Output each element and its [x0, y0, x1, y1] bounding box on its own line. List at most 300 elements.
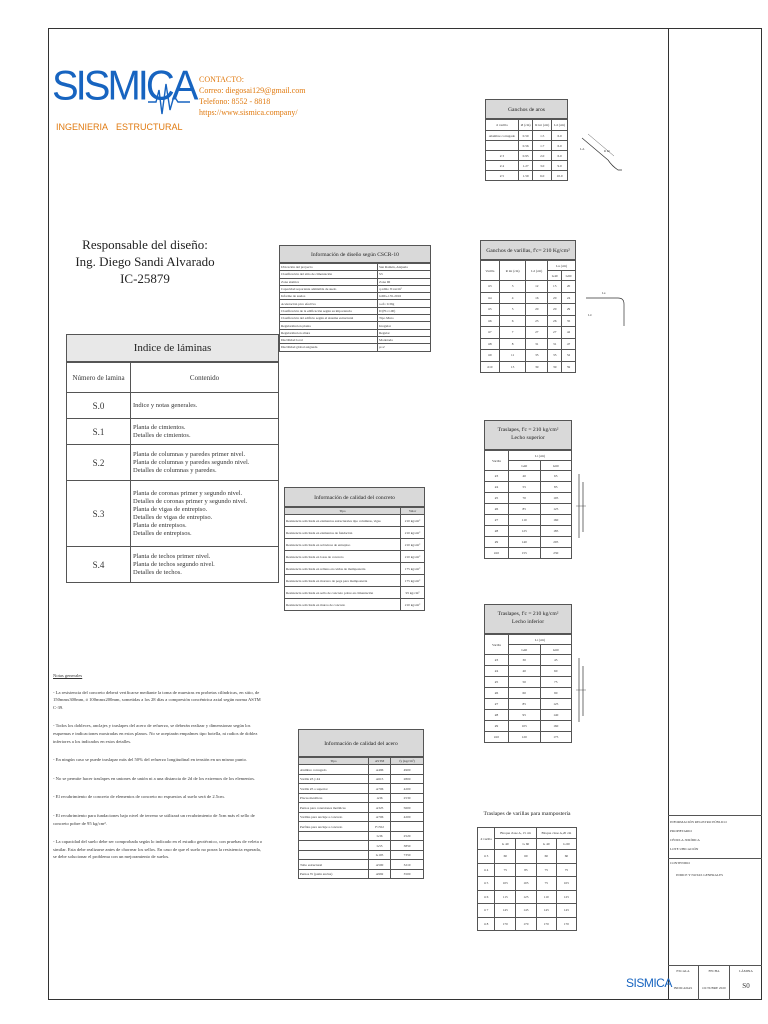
sheet-index-row — [67, 419, 279, 445]
steel-astm: A706 — [369, 784, 391, 794]
lap-cell: 50 — [509, 677, 541, 688]
concrete-value: 210 kg/cm² — [401, 527, 425, 539]
pulse-wave-icon — [148, 80, 190, 120]
contact-block — [199, 74, 305, 118]
concrete-row — [285, 587, 425, 599]
design-parameter: Informe de suelos — [280, 293, 378, 300]
concrete-value: 175 kg/cm² — [401, 563, 425, 575]
barhook-subheader: G40 — [548, 271, 562, 281]
lap-cell: 30 — [509, 655, 541, 666]
masonry-row — [478, 904, 577, 918]
masonry-cell: 75 — [556, 863, 576, 877]
lap-cell: 205 — [540, 537, 572, 548]
contact-email[interactable]: Correo: diegosai129@gmail.com — [199, 86, 306, 95]
lap-cell: 55 — [509, 482, 541, 493]
laps-top-caption — [484, 420, 572, 450]
design-value: a ef= 0.36g — [378, 300, 431, 307]
concrete-type: Resistencia solicitada en relleno en celdas de mampostería — [285, 563, 401, 575]
title-block-info — [668, 815, 762, 965]
steel-row — [299, 774, 424, 784]
lap-cell: 140 — [509, 537, 541, 548]
design-parameter: Regularidad en altura — [280, 329, 378, 336]
barhook-cell: 39 — [548, 361, 562, 373]
sheet-content-line: Planta de techos primer nivel. — [133, 552, 211, 560]
design-parameter: Ductilidad global asignada — [280, 344, 378, 351]
sheet-content — [131, 547, 279, 583]
design-value: Zona III — [378, 278, 431, 285]
stirrup-hooks — [485, 99, 568, 181]
design-info-row — [280, 336, 431, 343]
laps-bottom-subtitle: Lecho inferior — [511, 619, 545, 625]
responsible-name: Ing. Diego Sandi Alvarado IC-25879 — [75, 254, 215, 286]
stirrup-header: Ø (cm) — [519, 120, 533, 131]
steel-type: Varilla #5 o superior — [299, 784, 369, 794]
lap-cell: #10 — [485, 548, 509, 559]
sheet-content-line: Planta de coronas primer y segundo nivel. — [133, 489, 243, 497]
lap-row — [485, 688, 572, 699]
concrete-row — [285, 527, 425, 539]
bar-hooks — [480, 240, 576, 373]
sheet-index-title: Indice de láminas — [66, 334, 279, 362]
steel-type: Varilla #3 y #4 — [299, 774, 369, 784]
barhook-cell: 47 — [562, 338, 576, 350]
laps-bottom — [484, 604, 572, 743]
date-value: OCTUBRE 2020 — [702, 986, 726, 990]
note-item: - La capacidad del suelo debe ser comprobada según lo indicado en el estudio geotécnico, con pruebas de veleta o similar. Esta debe realizarse antes de chorrear los sellos. En caso de que el suelo no posea la resistencia esperada, se debe solucionar el problema con un mejoramiento de suelos. — [53, 839, 263, 860]
lap-cell: #5 — [485, 677, 509, 688]
steel-type: Varillas para anclaje a concreto — [299, 812, 369, 822]
steel-row — [299, 793, 424, 803]
masonry-cell: 170 — [536, 917, 556, 931]
concrete-type: Resistencia solicitada en sello de concreto pobre en cimentación — [285, 587, 401, 599]
bar-hooks-table — [480, 260, 576, 373]
steel-col-astm: ASTM — [369, 758, 391, 765]
note-item: - En ningún caso se puede traslapar más del 50% del refuerzo longitudinal en tensión en un mismo punto. — [53, 757, 248, 763]
barhook-row — [481, 281, 576, 293]
steel-quality — [298, 729, 424, 879]
barhook-row — [481, 338, 576, 350]
steel-fy: 4900 — [391, 765, 424, 775]
stirrup-cell: # 4 — [486, 161, 519, 171]
sheet-index-col-content: Contenido — [131, 363, 279, 393]
design-parameter: Clasificación del sitio de cimentación — [280, 271, 378, 278]
lap-cell: #5 — [485, 493, 509, 504]
design-value: D (Fi=1.00) — [378, 307, 431, 314]
lap-row — [485, 732, 572, 743]
logo-word: SISMICA — [52, 62, 196, 110]
masonry-cell: 170 — [516, 917, 537, 931]
lap-cell: 140 — [540, 710, 572, 721]
concrete-col-value: Valor — [401, 508, 425, 515]
masonry-subheader: G 40 — [536, 839, 556, 850]
design-parameter: Clasificación de la edificación según su importancia — [280, 307, 378, 314]
responsible-block — [70, 236, 220, 287]
lap-cell: 75 — [540, 677, 572, 688]
stirrup-cell: # 3 — [486, 151, 519, 161]
barhook-cell: 29 — [562, 304, 576, 316]
lap-cell: #7 — [485, 515, 509, 526]
lap-cell: 125 — [540, 504, 572, 515]
title-block-info-line: CÉDULA JURÍDICA — [670, 838, 700, 842]
masonry-col-bar: # varilla — [478, 828, 495, 850]
masonry-subheader: G 60 — [516, 839, 537, 850]
masonry-cell: 60 — [516, 850, 537, 864]
barhook-row — [481, 292, 576, 304]
design-parameter: Zona sísmica — [280, 278, 378, 285]
design-value: Irregular — [378, 322, 431, 329]
concrete-quality-table — [284, 507, 425, 611]
concrete-type: Resistencia solicitada en muros de concreto — [285, 599, 401, 611]
barhook-cell: #10 — [481, 361, 500, 373]
steel-fy: 4200 — [391, 784, 424, 794]
barhook-cell: 20 — [548, 304, 562, 316]
date-label: FECHA — [708, 969, 720, 973]
barhook-cell: 59 — [562, 361, 576, 373]
stirrup-row — [486, 151, 568, 161]
contents-label: CONTENIDO — [670, 861, 690, 865]
steel-quality-title: Información de calidad del acero — [298, 729, 424, 757]
laps-bottom-table — [484, 634, 572, 743]
stirrup-cell: 9.0 — [552, 161, 568, 171]
lap-cell: 85 — [509, 504, 541, 515]
steel-astm: G36 — [369, 831, 391, 841]
design-info-row — [280, 293, 431, 300]
lap-row — [485, 493, 572, 504]
lap-cell: #9 — [485, 721, 509, 732]
laps-top-subtitle: Lecho superior — [511, 435, 545, 441]
lap-cell: #10 — [485, 732, 509, 743]
lap-cell: 120 — [509, 732, 541, 743]
design-value: San Ramón, Alajuela — [378, 264, 431, 271]
barhook-row — [481, 327, 576, 339]
concrete-col-type: Tipo — [285, 508, 401, 515]
design-parameter: Clasificación del edificio según el sistema estructural — [280, 315, 378, 322]
lap-cell: #7 — [485, 699, 509, 710]
sismica-logo — [52, 62, 196, 136]
lap-subheader: G40 — [509, 461, 541, 471]
design-info-row — [280, 329, 431, 336]
lap-subheader: G60 — [540, 645, 572, 655]
lap-subheader: G40 — [509, 645, 541, 655]
title-block-logo: SISMICA — [626, 976, 672, 990]
steel-header-row — [299, 758, 424, 765]
note-item: - La resistencia del concreto deberá verificarse mediante la toma de muestras en probetas cilíndricas, en sitio, de 150mmx300mm, ó 100mmx200mm, sometidas a los 28 días a compresión concéntrica axial según norma ASTM C-39. — [53, 689, 261, 710]
sheet-index — [66, 334, 279, 583]
steel-type: Placas metálicas — [299, 793, 369, 803]
sheet-label: LÁMINA — [739, 969, 753, 973]
sheet-content-line: Planta de columnas y paredes segundo nivel. — [133, 458, 250, 466]
lap-cell: #3 — [485, 655, 509, 666]
design-value: µ=2 — [378, 344, 431, 351]
steel-type: Pernos para conexiones metálicas — [299, 803, 369, 813]
masonry-cell: 110 — [536, 890, 556, 904]
lap-cell: 110 — [509, 515, 541, 526]
steel-row — [299, 841, 424, 851]
note-item: - Todos los dobleces, anclajes y traslapes del acero de refuerzo, se deberán realizar y dimensionar según los esquemas e indicaciones mostradas en estos planos. No se aceptarán empalmes tipo botella, ni radios de doblez inferiores a los indicados en estos detalles. — [53, 723, 258, 744]
stirrup-cell: 3.0 — [533, 161, 552, 171]
design-value: q adm= 8 ton/m² — [378, 285, 431, 292]
steel-astm: A615 — [369, 774, 391, 784]
svg-text:Lu: Lu — [602, 291, 606, 295]
stirrup-hooks-title: Ganchos de aros — [485, 99, 568, 119]
stirrup-header-row — [486, 120, 568, 131]
general-notes — [53, 672, 265, 872]
logo-sub-left: INGENIERIA — [56, 122, 109, 132]
lap-cell: #3 — [485, 471, 509, 482]
lap-cell: 60 — [509, 688, 541, 699]
sheet-index-row — [67, 445, 279, 481]
lap-cell: 125 — [540, 699, 572, 710]
masonry-cell: 105 — [495, 877, 516, 891]
concrete-quality — [284, 487, 425, 611]
lap-row — [485, 471, 572, 482]
laps-top-title: Traslapes, f'c = 210 kg/cm² — [497, 427, 559, 433]
contact-web[interactable]: https://www.sismica.company/ — [199, 108, 298, 117]
steel-fy: 3500 — [391, 869, 424, 879]
masonry-cell: 75 — [536, 863, 556, 877]
masonry-cell: # 7 — [478, 904, 495, 918]
concrete-row — [285, 539, 425, 551]
design-info-row — [280, 271, 431, 278]
contact-phone: Telefono: 8552 - 8818 — [199, 97, 271, 106]
lap-cell: #8 — [485, 526, 509, 537]
masonry-cell: 105 — [516, 877, 537, 891]
stirrup-hook-sketch — [578, 130, 624, 180]
barhook-cell: 8 — [499, 338, 526, 350]
concrete-header-row — [285, 508, 425, 515]
design-info-row — [280, 322, 431, 329]
sheet-content — [131, 445, 279, 481]
stirrup-cell: 1.27 — [519, 161, 533, 171]
lap-cell: 95 — [509, 710, 541, 721]
steel-astm: G105 — [369, 850, 391, 860]
steel-row — [299, 831, 424, 841]
barhook-row — [481, 361, 576, 373]
lap-cell: 60 — [540, 666, 572, 677]
lap-row — [485, 699, 572, 710]
lap-cell: 105 — [509, 721, 541, 732]
barhook-cell: 15 — [548, 281, 562, 293]
steel-astm: A325 — [369, 803, 391, 813]
title-block-info-line: PROPIETARIO — [670, 829, 692, 833]
barhook-header: Ld (cm) — [526, 261, 548, 281]
masonry-cell: # 6 — [478, 890, 495, 904]
masonry-cell: 75 — [495, 863, 516, 877]
design-parameter: Ubicación del proyecto — [280, 264, 378, 271]
note-item: - El recubrimiento de concreto de elementos de concreto no expuestos al suelo será de 2.5cm. — [53, 794, 225, 800]
stirrup-cell: 6.0 — [552, 131, 568, 141]
design-parameter: Ductilidad local — [280, 336, 378, 343]
lap-subheader: G60 — [540, 461, 572, 471]
lap-row — [485, 677, 572, 688]
laps-top — [484, 420, 572, 559]
barhook-cell: 35 — [526, 350, 548, 362]
stirrup-cell: 6.0 — [533, 171, 552, 181]
barhook-subheader: G60 — [562, 271, 576, 281]
lap-bottom-sketch — [575, 656, 587, 726]
design-value: Moderada — [378, 336, 431, 343]
concrete-quality-title: Información de calidad del concreto — [284, 487, 425, 507]
barhook-cell: 3 — [499, 281, 526, 293]
masonry-subheader: G 60 — [556, 839, 576, 850]
masonry-cell: 145 — [536, 904, 556, 918]
stirrup-cell: 6.0 — [552, 141, 568, 151]
lap-cell: #9 — [485, 537, 509, 548]
barhook-cell: 24 — [562, 292, 576, 304]
stirrup-row — [486, 131, 568, 141]
sheet-content-line: Planta de columnas y paredes primer nivel. — [133, 450, 246, 458]
steel-astm: A496 — [369, 765, 391, 775]
masonry-cell: # 5 — [478, 877, 495, 891]
concrete-value: 210 kg/cm² — [401, 539, 425, 551]
barhook-cell: 27 — [526, 327, 548, 339]
barhook-cell: 6 — [499, 315, 526, 327]
laps-top-table — [484, 450, 572, 559]
design-info — [279, 245, 431, 352]
barhook-cell: 23 — [526, 315, 548, 327]
concrete-type: Resistencia solicitada en elementos estructurales tipo columnas, vigas — [285, 515, 401, 527]
masonry-cell: 145 — [516, 904, 537, 918]
design-info-row — [280, 278, 431, 285]
note-item: - El recubrimiento para fundaciones bajo nivel de terreno se utilizará un recubrimiento de 5cm más el sello de concreto pobre de 95 kg/cm². — [53, 812, 255, 826]
lap-cell: 85 — [540, 482, 572, 493]
lap-row — [485, 504, 572, 515]
sheet-index-row — [67, 547, 279, 583]
svg-text:Ld: Ld — [588, 313, 592, 317]
masonry-subheader: G 40 — [495, 839, 516, 850]
design-value: S3 — [378, 271, 431, 278]
stirrup-cell: 0.95 — [519, 151, 533, 161]
steel-astm: A992 — [369, 869, 391, 879]
concrete-value: 175 kg/cm² — [401, 575, 425, 587]
sheet-index-row — [67, 393, 279, 419]
barhook-cell: 13 — [499, 361, 526, 373]
svg-text:R int: R int — [604, 149, 610, 153]
lap-col-group: Lt (cm) — [509, 451, 572, 461]
sheet-content-line: Detalles de columnas y paredes. — [133, 466, 217, 474]
title-block-info-line: INFORMACIÓN REGISTRO PÚBLICO — [670, 820, 727, 824]
masonry-laps — [477, 801, 577, 931]
masonry-header-row — [478, 828, 577, 839]
steel-type: Pernos W (patín anclas) — [299, 869, 369, 879]
sheet-content-line: Detalles de coronas primer y segundo nivel. — [133, 497, 248, 505]
sheet-code: S.0 — [67, 393, 131, 419]
lap-cell: 85 — [509, 699, 541, 710]
concrete-row — [285, 599, 425, 611]
masonry-cell: 60 — [495, 850, 516, 864]
lap-cell: 70 — [509, 493, 541, 504]
steel-row — [299, 803, 424, 813]
barhook-cell: 31 — [526, 338, 548, 350]
steel-col-fy: fy (kg/cm²) — [391, 758, 424, 765]
masonry-cell: # 8 — [478, 917, 495, 931]
stirrup-cell: 10.0 — [552, 171, 568, 181]
sheet-content-line: Detalles de techos. — [133, 568, 182, 576]
lap-row — [485, 710, 572, 721]
masonry-row — [478, 850, 577, 864]
concrete-type: Resistencia solicitada en sobrelosa de entrepiso — [285, 539, 401, 551]
lap-top-sketch — [575, 472, 587, 542]
lap-cell: 155 — [509, 548, 541, 559]
lap-row — [485, 526, 572, 537]
stirrup-cell: 0.50 — [519, 131, 533, 141]
lap-row — [485, 721, 572, 732]
bar-hook-sketch — [582, 286, 628, 336]
masonry-cell: 170 — [556, 917, 576, 931]
scale-value: INDICADAS — [673, 986, 693, 990]
lap-cell: #6 — [485, 688, 509, 699]
barhook-cell: 52 — [562, 350, 576, 362]
barhook-cell: 7 — [499, 327, 526, 339]
stirrup-cell: Alambre corrugado — [486, 131, 519, 141]
lap-cell: 45 — [540, 655, 572, 666]
stirrup-row — [486, 161, 568, 171]
svg-text:L.d.: L.d. — [580, 147, 585, 151]
stirrup-cell: 2.0 — [533, 151, 552, 161]
lap-cell: 40 — [509, 666, 541, 677]
design-info-row — [280, 300, 431, 307]
design-parameter: Aceleración pico efectiva — [280, 300, 378, 307]
stirrup-cell: 1.5 — [533, 131, 552, 141]
concrete-value: 210 kg/cm² — [401, 599, 425, 611]
concrete-row — [285, 563, 425, 575]
steel-quality-table — [298, 757, 424, 879]
barhook-cell: 12 — [526, 281, 548, 293]
steel-fy: 7350 — [391, 850, 424, 860]
barhook-row — [481, 304, 576, 316]
steel-row — [299, 822, 424, 832]
steel-row — [299, 784, 424, 794]
steel-row — [299, 869, 424, 879]
steel-fy: 2520 — [391, 831, 424, 841]
barhook-cell: #4 — [481, 292, 500, 304]
design-parameter: Regularidad en planta — [280, 322, 378, 329]
design-info-row — [280, 285, 431, 292]
sheet-index-row — [67, 481, 279, 547]
sheet-code: S.1 — [67, 419, 131, 445]
sheet-content — [131, 393, 279, 419]
sheet-code: S.3 — [67, 481, 131, 547]
sheet-content-line: Planta de cimientos. — [133, 423, 186, 431]
sheet-content-line: Indice y notas generales. — [133, 401, 198, 409]
barhook-cell: 35 — [548, 350, 562, 362]
lap-row — [485, 655, 572, 666]
sheet-content-line: Planta de entrepisos. — [133, 521, 187, 529]
barhook-cell: 42 — [562, 327, 576, 339]
lap-row — [485, 515, 572, 526]
barhook-cell: #6 — [481, 315, 500, 327]
barhook-cell: 39 — [526, 361, 548, 373]
lap-cell: 175 — [540, 732, 572, 743]
masonry-cell: 75 — [536, 877, 556, 891]
lap-col-group: Lt (cm) — [509, 635, 572, 645]
lap-row — [485, 537, 572, 548]
masonry-cell: 105 — [556, 877, 576, 891]
lap-row — [485, 666, 572, 677]
steel-fy — [391, 822, 424, 832]
sheet-content — [131, 419, 279, 445]
barhook-cell: #9 — [481, 350, 500, 362]
concrete-row — [285, 575, 425, 587]
steel-row — [299, 812, 424, 822]
contents-value: INDICE Y NOTAS GENERALES — [676, 873, 724, 877]
masonry-row — [478, 890, 577, 904]
barhook-cell: #7 — [481, 327, 500, 339]
design-info-row — [280, 315, 431, 322]
sheet-content-line: Planta de techos segundo nivel. — [133, 560, 215, 568]
lap-cell: #8 — [485, 710, 509, 721]
sheet-content-line: Planta de vigas de entrepiso. — [133, 505, 208, 513]
